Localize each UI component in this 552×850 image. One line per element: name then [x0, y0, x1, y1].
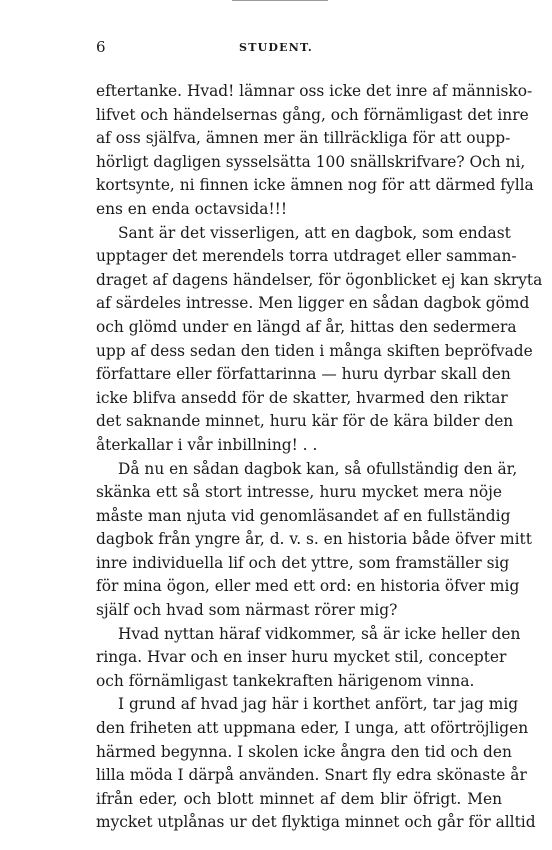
text-line: för mina ögon, eller med ett ord: en historia öfver mig: [96, 577, 520, 596]
text-line: inre individuella lif och det yttre, som framställer sig: [96, 553, 510, 572]
text-line: Sant är det visserligen, att en dagbok, som endast: [118, 223, 511, 242]
text-line: Då nu en sådan dagbok kan, så ofullständig den är,: [118, 459, 518, 478]
text-line: ringa. Hvar och en inser huru mycket stil, concepter: [96, 648, 507, 667]
text-line: det saknande minnet, huru kär för de kära bilder den: [96, 412, 514, 431]
running-title: STUDENT.: [239, 41, 313, 54]
paragraph: [96, 623, 521, 694]
text-line: hörligt dagligen sysselsätta 100 snällskrifvare? Och ni,: [96, 152, 526, 171]
text-line: kortsynte, ni finnen icke ämnen nog för att därmed fylla: [96, 176, 534, 195]
text-line: dagbok från yngre år, d. v. s. en historia både öfver mitt: [96, 530, 532, 549]
body-text: [96, 80, 543, 835]
text-line: Hvad nyttan häraf vidkommer, så är icke heller den: [118, 624, 521, 643]
text-line: I grund af hvad jag här i korthet anfört, tar jag mig: [118, 695, 519, 714]
text-line: skänka ett så stort intresse, huru mycket mera nöje: [96, 483, 502, 502]
text-line: och förnämligast tankekraften härigenom vinna.: [96, 671, 475, 690]
text-line: härmed begynna. I skolen icke ångra den tid och den: [96, 742, 512, 761]
text-line: af oss själfva, ämnen mer än tillräckliga för att oupp-: [96, 129, 511, 148]
text-line: måste man njuta vid genomläsandet af en fullständig: [96, 506, 511, 525]
text-line: återkallar i vår inbillning! . .: [96, 435, 318, 454]
text-line: icke blifva ansedd för de skatter, hvarmed den riktar: [96, 388, 508, 407]
text-line: draget af dagens händelser, för ögonblicket ej kan skryta: [96, 270, 543, 289]
text-line: och glömd under en längd af år, hittas den sedermera: [96, 317, 517, 336]
paragraph: [96, 693, 536, 835]
text-line: ens en enda octavsida!!!: [96, 199, 288, 218]
text-line: upptager det merendels torra utdraget eller samman-: [96, 247, 517, 266]
text-line: lilla möda I därpå använden. Snart fly edra skönaste år: [96, 766, 527, 785]
text-line: ifrån eder, och blott minnet af dem blir öfrigt. Men: [96, 789, 502, 808]
top-rule: [232, 0, 328, 1]
text-line: den friheten att uppmana eder, I unga, att oförtröjligen: [96, 719, 529, 738]
text-line: eftertanke. Hvad! lämnar oss icke det inre af människo-: [96, 82, 533, 100]
text-line: mycket utplånas ur det flyktiga minnet och går för alltid: [96, 813, 536, 832]
paragraph: [96, 458, 532, 623]
text-line: af särdeles intresse. Men ligger en sådan dagbok gömd: [96, 294, 530, 313]
text-line: själf och hvad som närmast rörer mig?: [96, 601, 398, 620]
text-line: upp af dess sedan den tiden i många skiften bepröfvade: [96, 341, 533, 360]
text-line: lifvet och händelsernas gång, och förnämligast det inre: [96, 105, 529, 124]
text-line: författare eller författarinna — huru dyrbar skall den: [96, 365, 511, 384]
page-number: 6: [96, 38, 106, 56]
paragraph: [96, 222, 543, 458]
paragraph: [96, 80, 534, 222]
